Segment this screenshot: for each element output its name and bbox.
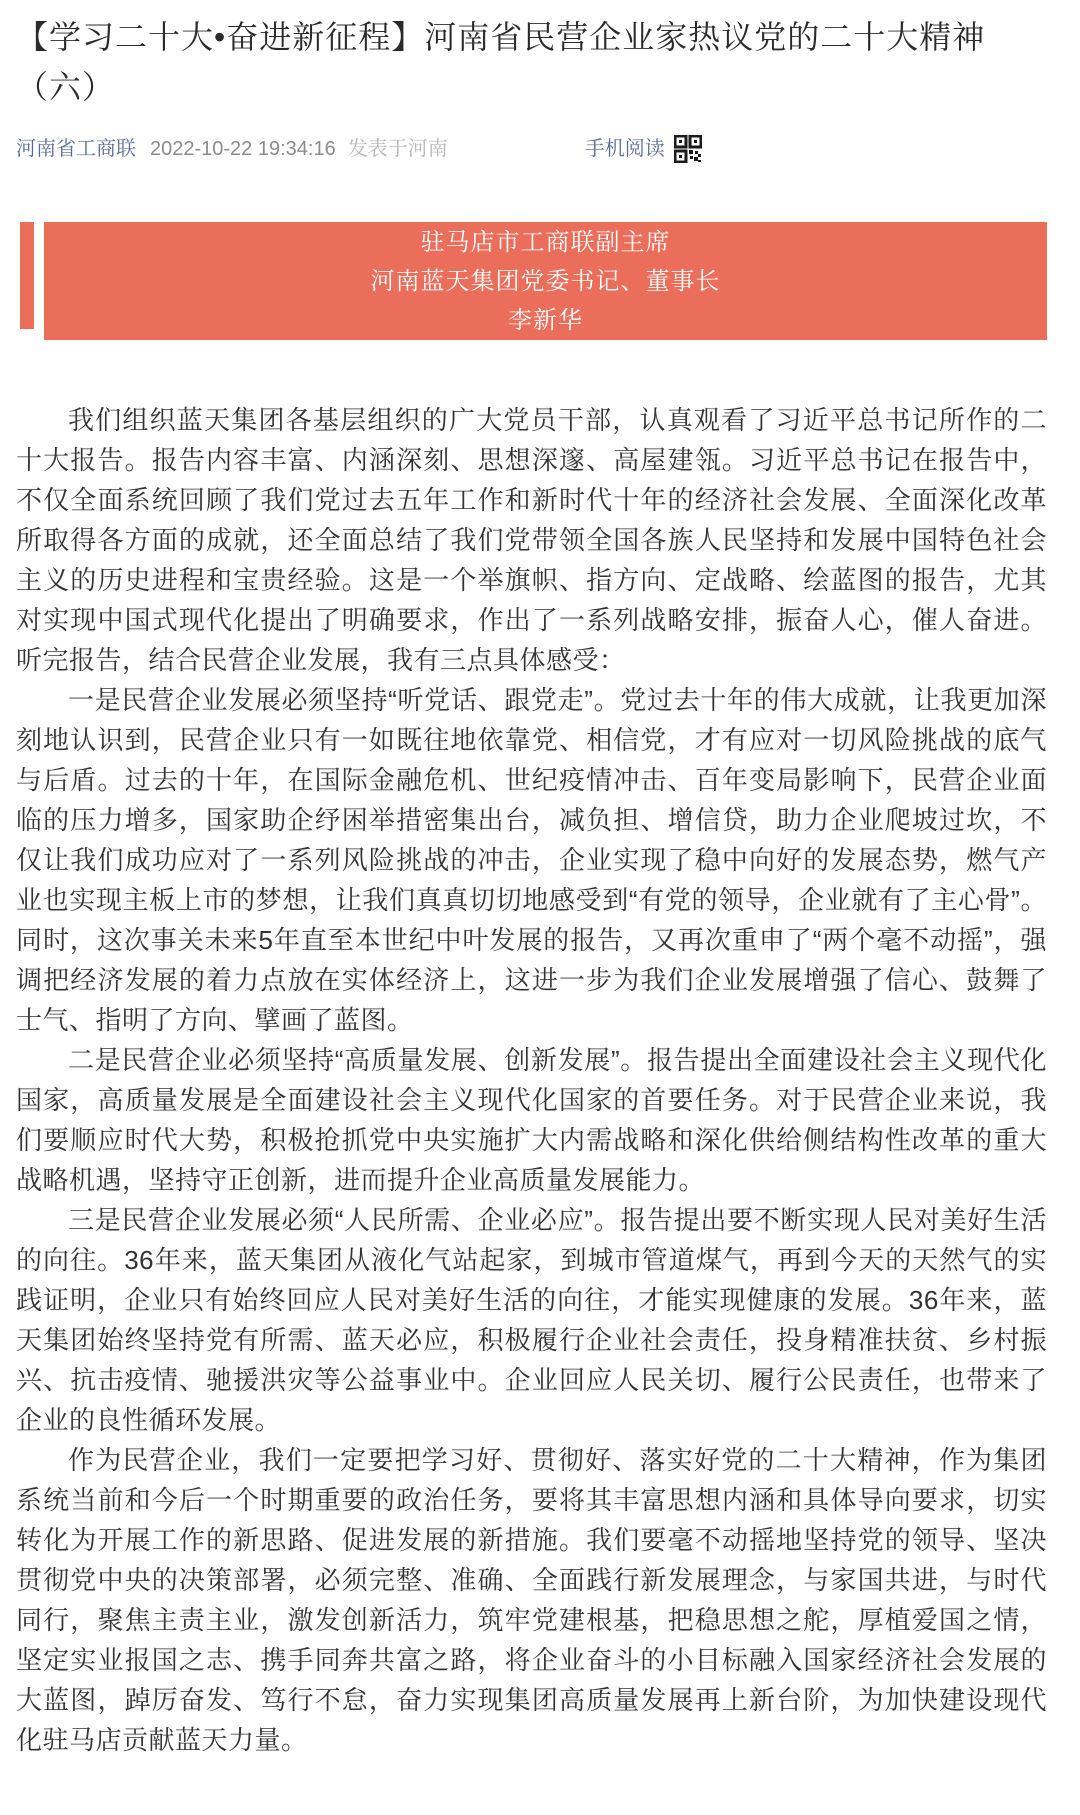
qr-code-icon[interactable] [674,135,702,163]
author-banner [16,222,1047,340]
article-meta-row [16,134,1047,164]
banner-line-author-name: 李新华 [508,306,583,334]
paragraph-3: 二是民营企业必须坚持“高质量发展、创新发展”。报告提出全面建设社会主义现代化国家，高质量发展是全面建设社会主义现代化国家的首要任务。对于民营企业来说，我们要顺应时代大势，积极抢抓党中央实施扩大内需战略和深化供给侧结构性改革的重大战略机遇，坚持守正创新，进而提升企业高质量发展能力。 [16,1045,1047,1195]
publish-location: 发表于河南 [347,138,448,160]
paragraph-1: 我们组织蓝天集团各基层组织的广大党员干部，认真观看了习近平总书记所作的二十大报告。报告内容丰富、内涵深刻、思想深邃、高屋建瓴。习近平总书记在报告中，不仅全面系统回顾了我们党过去五年工作和新时代十年的经济社会发展、全面深化改革所取得各方面的成就，还全面总结了我们党带领全国各族人民坚持和发展中国特色社会主义的历史进程和宝贵经验。这是一个举旗帜、指方向、定战略、绘蓝图的报告，尤其对实现中国式现代化提出了明确要求，作出了一系列战略安排，振奋人心，催人奋进。听完报告，结合民营企业发展，我有三点具体感受： [16,405,1047,675]
banner-content [44,222,1047,340]
publish-time: 2022-10-22 19:34:16 [150,138,336,160]
article-title: 【学习二十大•奋进新征程】河南省民营企业家热议党的二十大精神（六） [16,19,986,105]
banner-line-position-2: 河南蓝天集团党委书记、董事长 [370,267,721,295]
paragraph-2: 一是民营企业发展必须坚持“听党话、跟党走”。党过去十年的伟大成就，让我更加深刻地认识到，民营企业只有一如既往地依靠党、相信党，才有应对一切风险挑战的底气与后盾。过去的十年，在国际金融危机、世纪疫情冲击、百年变局影响下，民营企业面临的压力增多，国家助企纾困举措密集出台，减负担、增信贷，助力企业爬坡过坎，不仅让我们成功应对了一系列风险挑战的冲击，企业实现了稳中向好的发展态势，燃气产业也实现主板上市的梦想，让我们真真切切地感受到“有党的领导，企业就有了主心骨”。同时，这次事关未来5年直至本世纪中叶发展的报告，又再次重申了“两个毫不动摇”，强调把经济发展的着力点放在实体经济上，这进一步为我们企业发展增强了信心、鼓舞了士气、指明了方向、擘画了蓝图。 [16,685,1047,1035]
mobile-read-link[interactable]: 手机阅读 [584,138,665,160]
article-body [16,400,1047,1760]
paragraph-4: 三是民营企业发展必须“人民所需、企业必应”。报告提出要不断实现人民对美好生活的向往。36年来，蓝天集团从液化气站起家，到城市管道煤气，再到今天的天然气的实践证明，企业只有始终回应人民对美好生活的向往，才能实现健康的发展。36年来，蓝天集团始终坚持党有所需、蓝天必应，积极履行企业社会责任，投身精准扶贫、乡村振兴、抗击疫情、驰援洪灾等公益事业中。企业回应人民关切、履行公民责任，也带来了企业的良性循环发展。 [16,1205,1047,1435]
account-link[interactable]: 河南省工商联 [16,138,136,160]
paragraph-5: 作为民营企业，我们一定要把学习好、贯彻好、落实好党的二十大精神，作为集团系统当前和今后一个时期重要的政治任务，要将其丰富思想内涵和具体导向要求，切实转化为开展工作的新思路、促进发展的新措施。我们要毫不动摇地坚持党的领导、坚决贯彻党中央的决策部署，必须完整、准确、全面践行新发展理念，与家国共进，与时代同行，聚焦主责主业，激发创新活力，筑牢党建根基，把稳思想之舵，厚植爱国之情，坚定实业报国之志、携手同奔共富之路，将企业奋斗的小目标融入国家经济社会发展的大蓝图，踔厉奋发、笃行不怠，奋力实现集团高质量发展再上新台阶，为加快建设现代化驻马店贡献蓝天力量。 [16,1445,1047,1755]
banner-line-position-1: 驻马店市工商联副主席 [420,228,671,256]
banner-accent-bar [20,222,34,329]
